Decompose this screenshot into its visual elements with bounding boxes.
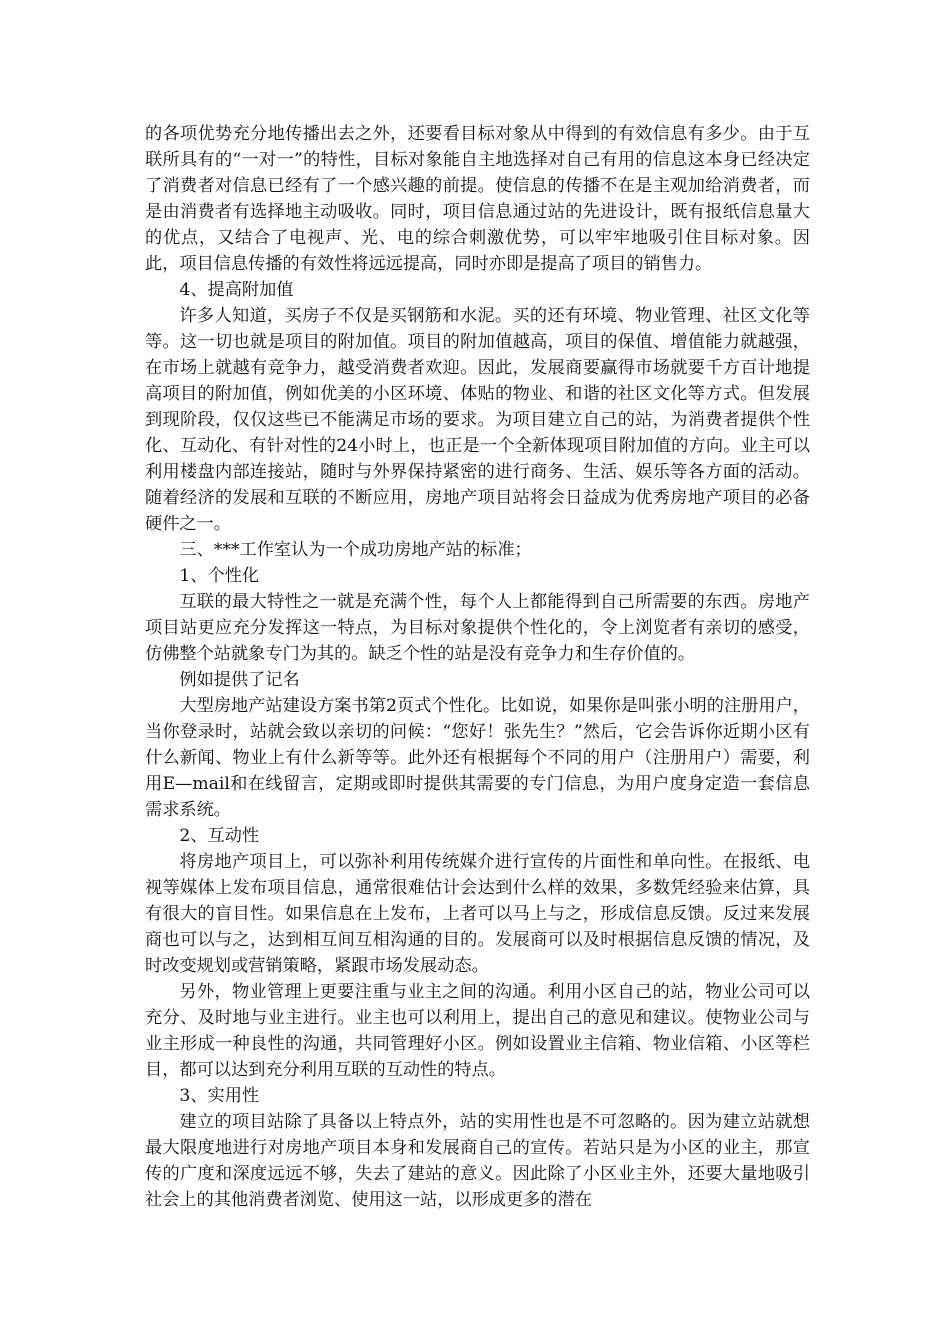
paragraph-property-management: 另外，物业管理上更要注重与业主之间的沟通。利用小区自己的站，物业公司可以充分、及时地与业主进行。业主也可以利用上，提出自己的意见和建议。使物业公司与业主形成一种良性的沟通，共同管理好小区。例如设置业主信箱、物业信箱、小区等栏目，都可以达到充分利用互联的互动性的特点。 [145, 982, 810, 1080]
section-heading-added-value: 4、提高附加值 [179, 280, 294, 300]
paragraph-personalization: 互联的最大特性之一就是充满个性，每个人上都能得到自己所需要的东西。房地产项目站更应充分发挥这一特点，为目标对象提供个性化的，令上浏览者有亲切的感受，仿佛整个站就象专门为其的。缺乏个性的站是没有竞争力和生存价值的。 [145, 592, 810, 664]
section-heading-practicality: 3、实用性 [179, 1086, 260, 1106]
section-heading-standards: 三、***工作室认为一个成功房地产站的标准； [179, 540, 532, 560]
section-heading-personalization: 1、个性化 [179, 566, 260, 586]
paragraph-interactivity: 将房地产项目上，可以弥补利用传统媒介进行宣传的片面性和单向性。在报纸、电视等媒体上发布项目信息，通常很难估计会达到什么样的效果，多数凭经验来估算，具有很大的盲目性。如果信息在上发布，上者可以马上与之，形成信息反馈。反过来发展商也可以与之，达到相互间互相沟通的目的。发展商可以及时根据信息反馈的情况，及时改变规划或营销策略，紧跟市场发展动态。 [145, 852, 810, 976]
paragraph-example-named: 例如提供了记名 [179, 670, 300, 690]
document-body [145, 121, 810, 1213]
paragraph-practicality: 建立的项目站除了具备以上特点外，站的实用性也是不可忽略的。因为建立站就想最大限度地进行对房地产项目本身和发展商自己的宣传。若站只是为小区的业主，那宣传的广度和深度远远不够，失去了建站的意义。因此除了小区业主外，还要大量地吸引社会上的其他消费者浏览、使用这一站，以形成更多的潜在 [145, 1112, 810, 1210]
paragraph-personalization-detail: 大型房地产站建设方案书第2页式个性化。比如说，如果你是叫张小明的注册用户，当你登录时，站就会致以亲切的问候：“您好！张先生？”然后，它会告诉你近期小区有什么新闻、物业上有什么新等等。此外还有根据每个不同的用户（注册用户）需要，利用E—mail和在线留言，定期或即时提供其需要的专门信息，为用户度身定造一套信息需求系统。 [145, 696, 810, 820]
paragraph-added-value: 许多人知道，买房子不仅是买钢筋和水泥。买的还有环境、物业管理、社区文化等等。这一切也就是项目的附加值。项目的附加值越高，项目的保值、增值能力就越强，在市场上就越有竞争力，越受消费者欢迎。因此，发展商要赢得市场就要千方百计地提高项目的附加值，例如优美的小区环境、体贴的物业、和谐的社区文化等方式。但发展到现阶段，仅仅这些已不能满足市场的要求。为项目建立自己的站，为消费者提供个性化、互动化、有针对性的24小时上，也正是一个全新体现项目附加值的方向。业主可以利用楼盘内部连接站，随时与外界保持紧密的进行商务、生活、娱乐等各方面的活动。随着经济的发展和互联的不断应用，房地产项目站将会日益成为优秀房地产项目的必备硬件之一。 [145, 306, 810, 534]
paragraph-continuation: 的各项优势充分地传播出去之外，还要看目标对象从中得到的有效信息有多少。由于互联所具有的“一对一”的特性，目标对象能自主地选择对自己有用的信息这本身已经决定了消费者对信息已经有了一个感兴趣的前提。使信息的传播不在是主观加给消费者，而是由消费者有选择地主动吸收。同时，项目信息通过站的先进设计，既有报纸信息量大的优点，又结合了电视声、光、电的综合刺激优势，可以牢牢地吸引住目标对象。因此，项目信息传播的有效性将远远提高，同时亦即是提高了项目的销售力。 [145, 124, 810, 274]
section-heading-interactivity: 2、互动性 [179, 826, 260, 846]
